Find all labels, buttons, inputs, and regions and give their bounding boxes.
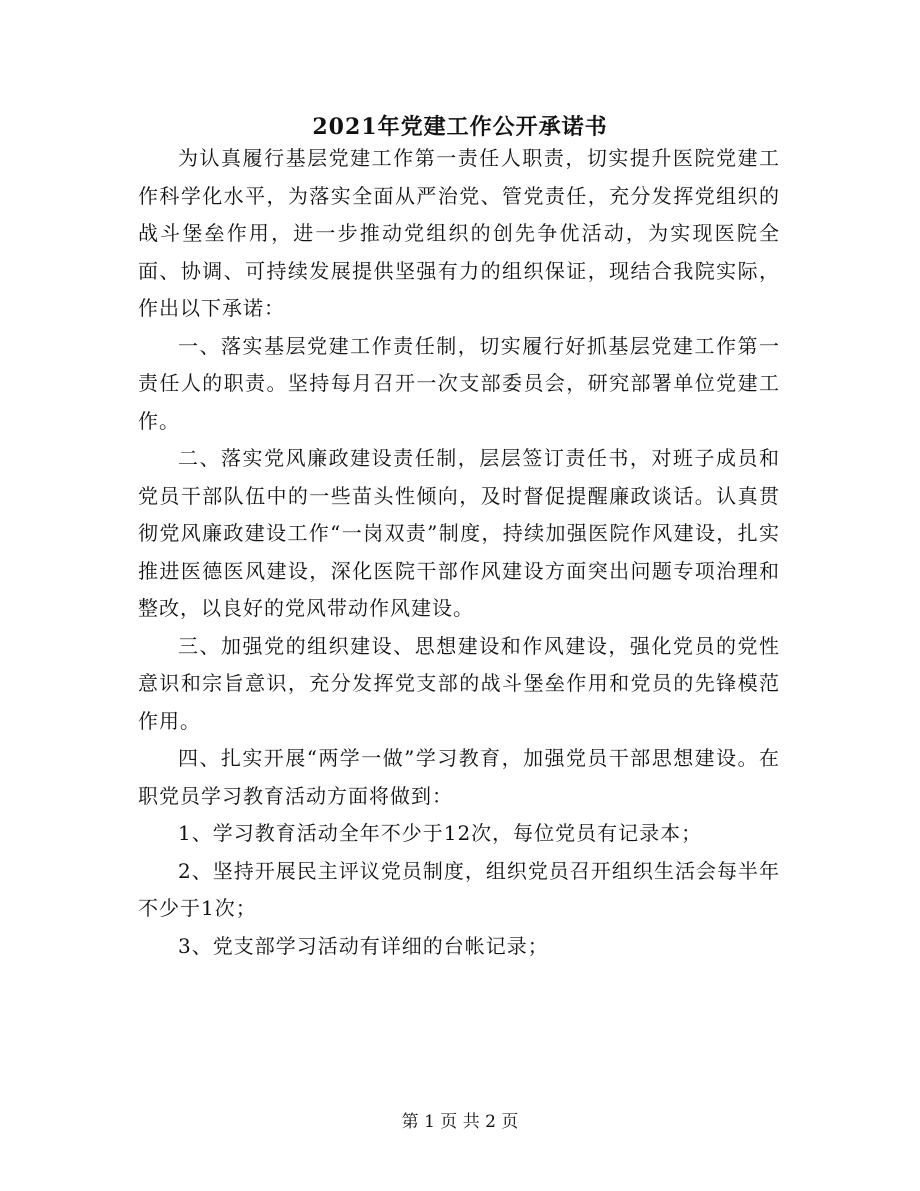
paragraph-item-1: 一、落实基层党建工作责任制，切实履行好抓基层党建工作第一责任人的职责。坚持每月召开一次支部委员会，研究部署单位党建工作。 xyxy=(138,333,780,433)
list-item-2: 2、坚持开展民主评议党员制度，组织党员召开组织生活会每半年不少于1次； xyxy=(138,858,780,920)
page-number-label: 第 1 页 共 2 页 xyxy=(401,1112,519,1132)
paragraph-item-2: 二、落实党风廉政建设责任制，层层签订责任书，对班子成员和党员干部队伍中的一些苗头性倾向，及时督促提醒廉政谈话。认真贯彻党风廉政建设工作“一岗双责”制度，持续加强医院作风建设，扎实推进医德医风建设，深化医院干部作风建设方面突出问题专项治理和整改，以良好的党风带动作风建设。 xyxy=(138,446,780,620)
list-item-1: 1、学习教育活动全年不少于12次，每位党员有记录本； xyxy=(178,821,703,845)
document-title: 2021年党建工作公开承诺书 xyxy=(312,114,608,140)
page-footer xyxy=(0,1110,920,1134)
list-item-3: 3、党支部学习活动有详细的台帐记录； xyxy=(178,933,549,958)
paragraph-item-3: 三、加强党的组织建设、思想建设和作风建设，强化党员的党性意识和宗旨意识，充分发挥党支部的战斗堡垒作用和党员的先锋模范作用。 xyxy=(138,633,780,733)
paragraph-intro: 为认真履行基层党建工作第一责任人职责，切实提升医院党建工作科学化水平，为落实全面从严治党、管党责任，充分发挥党组织的战斗堡垒作用，进一步推动党组织的创先争优活动，为实现医院全面、协调、可持续发展提供坚强有力的组织保证，现结合我院实际，作出以下承诺： xyxy=(138,146,780,320)
document-body xyxy=(138,140,780,965)
paragraph-item-4: 四、扎实开展“两学一做”学习教育，加强党员干部思想建设。在职党员学习教育活动方面将做到： xyxy=(138,746,780,808)
